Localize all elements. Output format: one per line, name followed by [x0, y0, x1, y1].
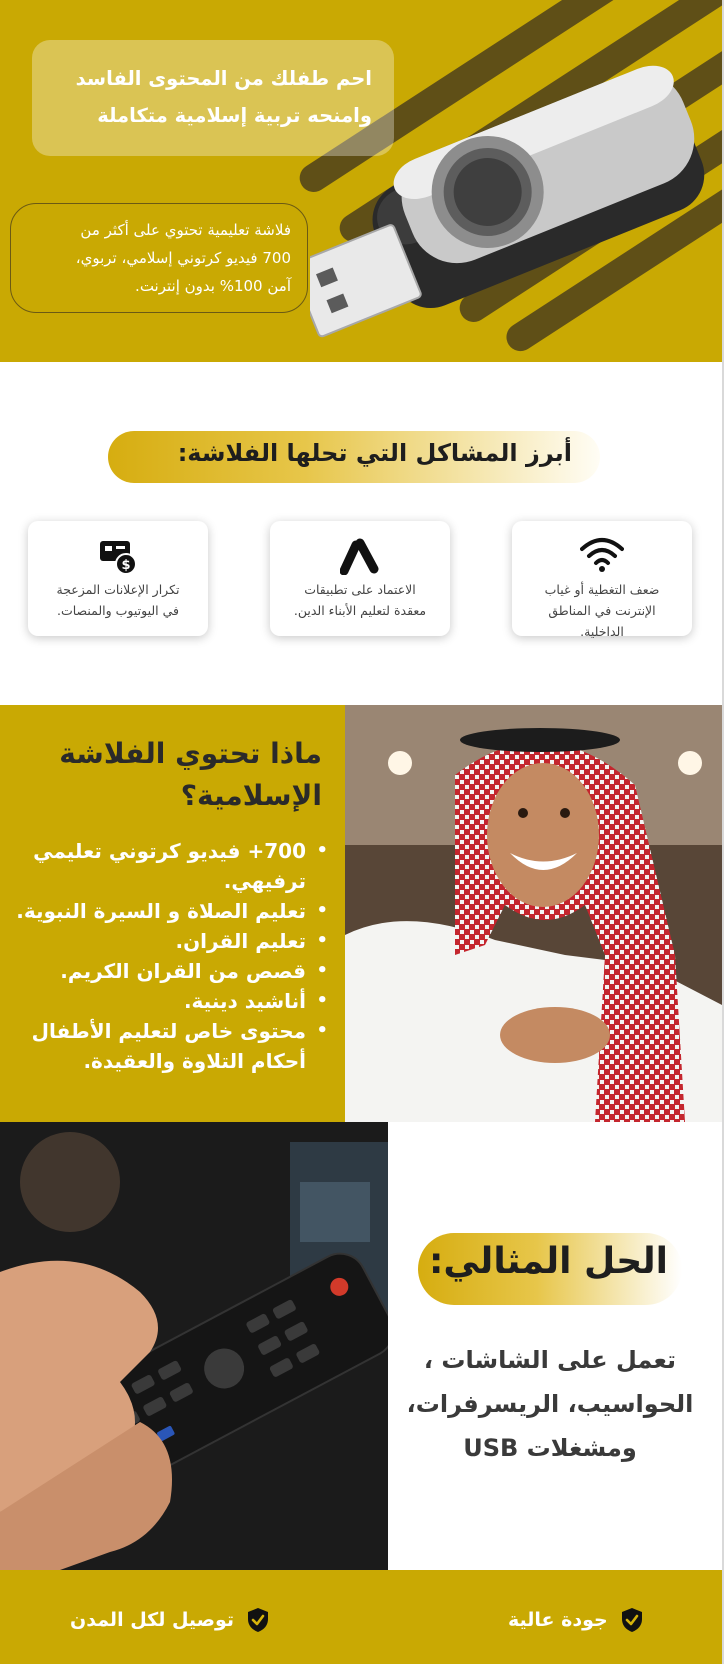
contents-title-line: الإسلامية؟ [180, 779, 322, 812]
problem-card-ads [28, 521, 208, 636]
list-item: • تعليم القران. [8, 926, 328, 956]
solution-line: الحواسيب، الريسرفرات، [406, 1390, 694, 1418]
feature-label: جودة عالية [508, 1609, 608, 1631]
card-text-line: الإنترنت في المناطق [548, 603, 656, 618]
problem-card-coverage [512, 521, 692, 639]
card-text-line: في اليوتيوب والمنصات. [56, 603, 180, 618]
contents-title-line: ماذا تحتوي الفلاشة [59, 737, 322, 770]
problem-card-text [522, 579, 682, 642]
desc-line-2: 700 فيديو كرتوني إسلامي، تربوي، [75, 249, 291, 267]
problem-card-apps [270, 521, 450, 636]
list-item: • قصص من القران الكريم. [8, 956, 328, 986]
headline-line-1: احم طفلك من المحتوى الفاسد [75, 67, 372, 90]
card-text-line: ضعف التغطية أو غياب [544, 582, 660, 597]
desc-line-3: آمن 100% بدون إنترنت. [135, 277, 291, 295]
solution-line: تعمل على الشاشات ، [423, 1346, 677, 1374]
desc-line-1: فلاشة تعليمية تحتوي على أكثر من [80, 221, 291, 239]
list-item: • أناشيد دينية. [8, 986, 328, 1016]
solution-title: الحل المثالي: [418, 1233, 682, 1305]
usb-flash-drive-icon [310, 40, 722, 340]
ads-money-icon [28, 537, 208, 577]
hero-description [10, 203, 308, 313]
problems-title: أبرز المشاكل التي تحلها الفلاشة: [108, 431, 600, 483]
card-text-line: تكرار الإعلانات المزعجة [56, 582, 180, 597]
list-item: • 700+ فيديو كرتوني تعليمي ترفيهي. [8, 836, 328, 896]
wifi-icon [512, 537, 692, 577]
solution-line: ومشغلات USB [463, 1434, 637, 1462]
card-text-line: الداخلية. [580, 624, 624, 639]
feature-quality [508, 1605, 644, 1635]
card-text-line: الاعتماد على تطبيقات [304, 582, 416, 597]
list-item: • محتوى خاص لتعليم الأطفال أحكام التلاوة والعقيدة. [8, 1016, 328, 1076]
contents-list [8, 836, 328, 1076]
svg-text:$: $ [121, 558, 131, 573]
solution-text [398, 1338, 702, 1470]
headline-line-2: وامنحه تربية إسلامية متكاملة [97, 104, 372, 127]
shield-check-icon [620, 1607, 644, 1633]
feature-label: توصيل لكل المدن [70, 1609, 235, 1631]
contents-title [12, 733, 322, 817]
list-item: • تعليم الصلاة و السيرة النبوية. [8, 896, 328, 926]
feature-delivery [70, 1605, 270, 1635]
apps-icon [270, 537, 450, 577]
hero-banner [0, 0, 722, 362]
remote-control-photo [0, 1122, 388, 1570]
problem-card-text [38, 579, 198, 621]
problem-card-text [280, 579, 440, 621]
card-text-line: معقدة لتعليم الأبناء الدين. [293, 603, 427, 618]
boy-photo [345, 705, 722, 1122]
shield-check-icon [246, 1607, 270, 1633]
